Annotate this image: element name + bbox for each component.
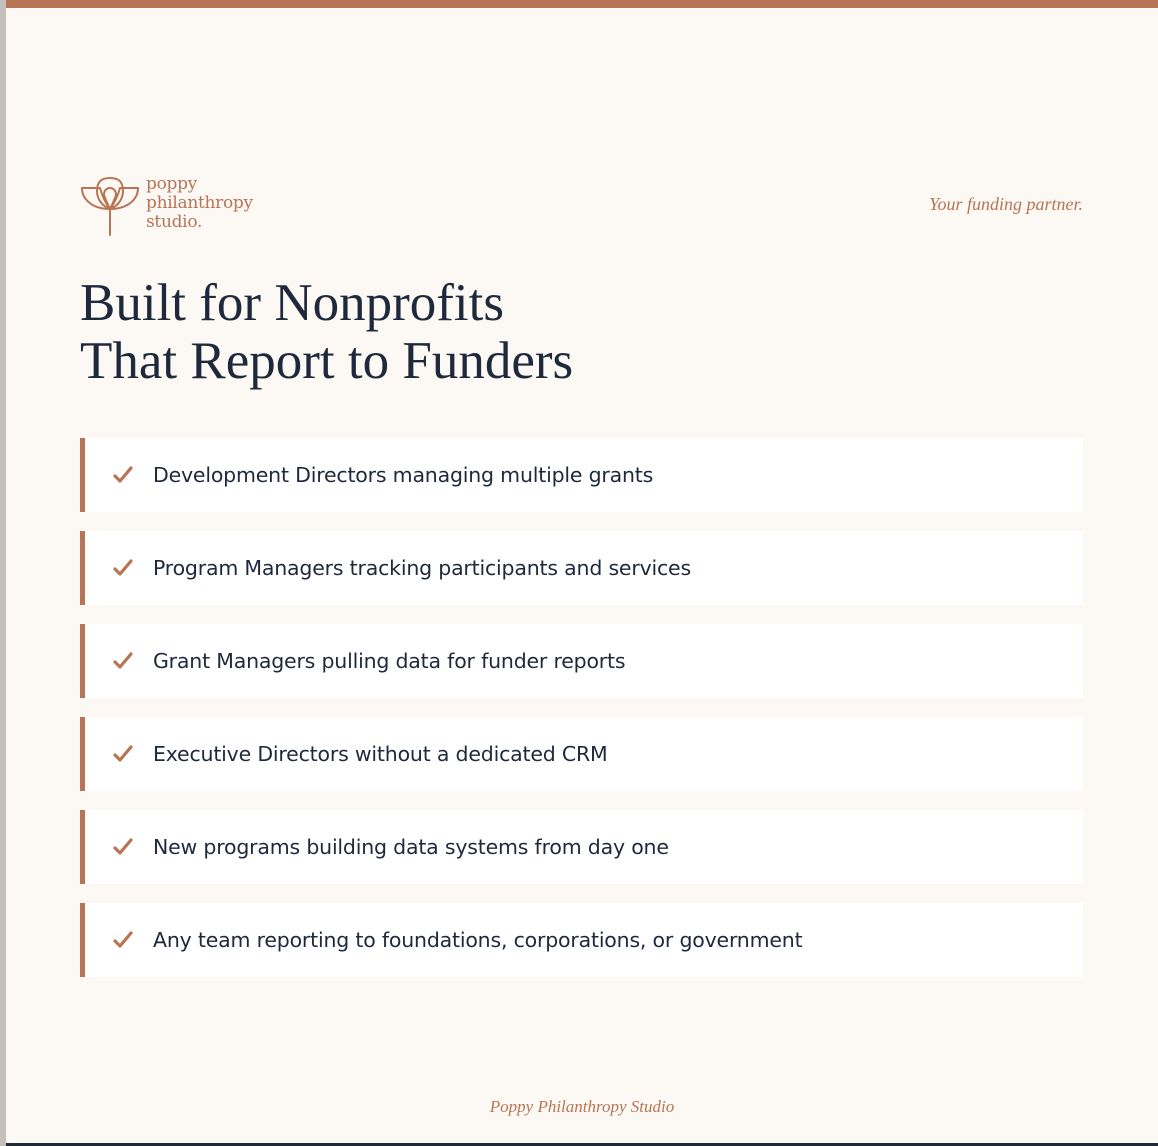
checkmark-icon (113, 652, 135, 670)
list-item-label: Any team reporting to foundations, corporations, or government (153, 928, 803, 952)
brand-logo (80, 175, 253, 237)
list-item-label: Grant Managers pulling data for funder reports (153, 649, 626, 673)
list-item (80, 438, 1083, 512)
list-item (80, 717, 1083, 791)
tagline: Your funding partner. (929, 194, 1083, 214)
poppy-flower-icon (80, 175, 140, 237)
checkmark-icon (113, 559, 135, 577)
audience-list (80, 438, 1083, 996)
checkmark-icon (113, 838, 135, 856)
window-left-edge (0, 0, 6, 1146)
brand-name (146, 175, 253, 232)
page-title (80, 274, 573, 390)
brand-name-line-2: philanthropy (146, 193, 253, 213)
brand-name-line-3: studio. (146, 212, 203, 232)
list-item (80, 531, 1083, 605)
brand-name-line-1: poppy (146, 174, 197, 194)
top-accent-bar (6, 0, 1158, 8)
page-title-line-1: Built for Nonprofits (80, 274, 504, 332)
list-item-label: Development Directors managing multiple grants (153, 463, 654, 487)
list-item (80, 624, 1083, 698)
page-title-line-2: That Report to Funders (80, 332, 574, 390)
footer-brand-text: Poppy Philanthropy Studio (489, 1097, 675, 1116)
list-item-label: New programs building data systems from day one (153, 835, 669, 859)
list-item (80, 903, 1083, 977)
list-item (80, 810, 1083, 884)
list-item-label: Executive Directors without a dedicated CRM (153, 742, 608, 766)
checkmark-icon (113, 931, 135, 949)
checkmark-icon (113, 745, 135, 763)
list-item-label: Program Managers tracking participants and services (153, 556, 691, 580)
checkmark-icon (113, 466, 135, 484)
